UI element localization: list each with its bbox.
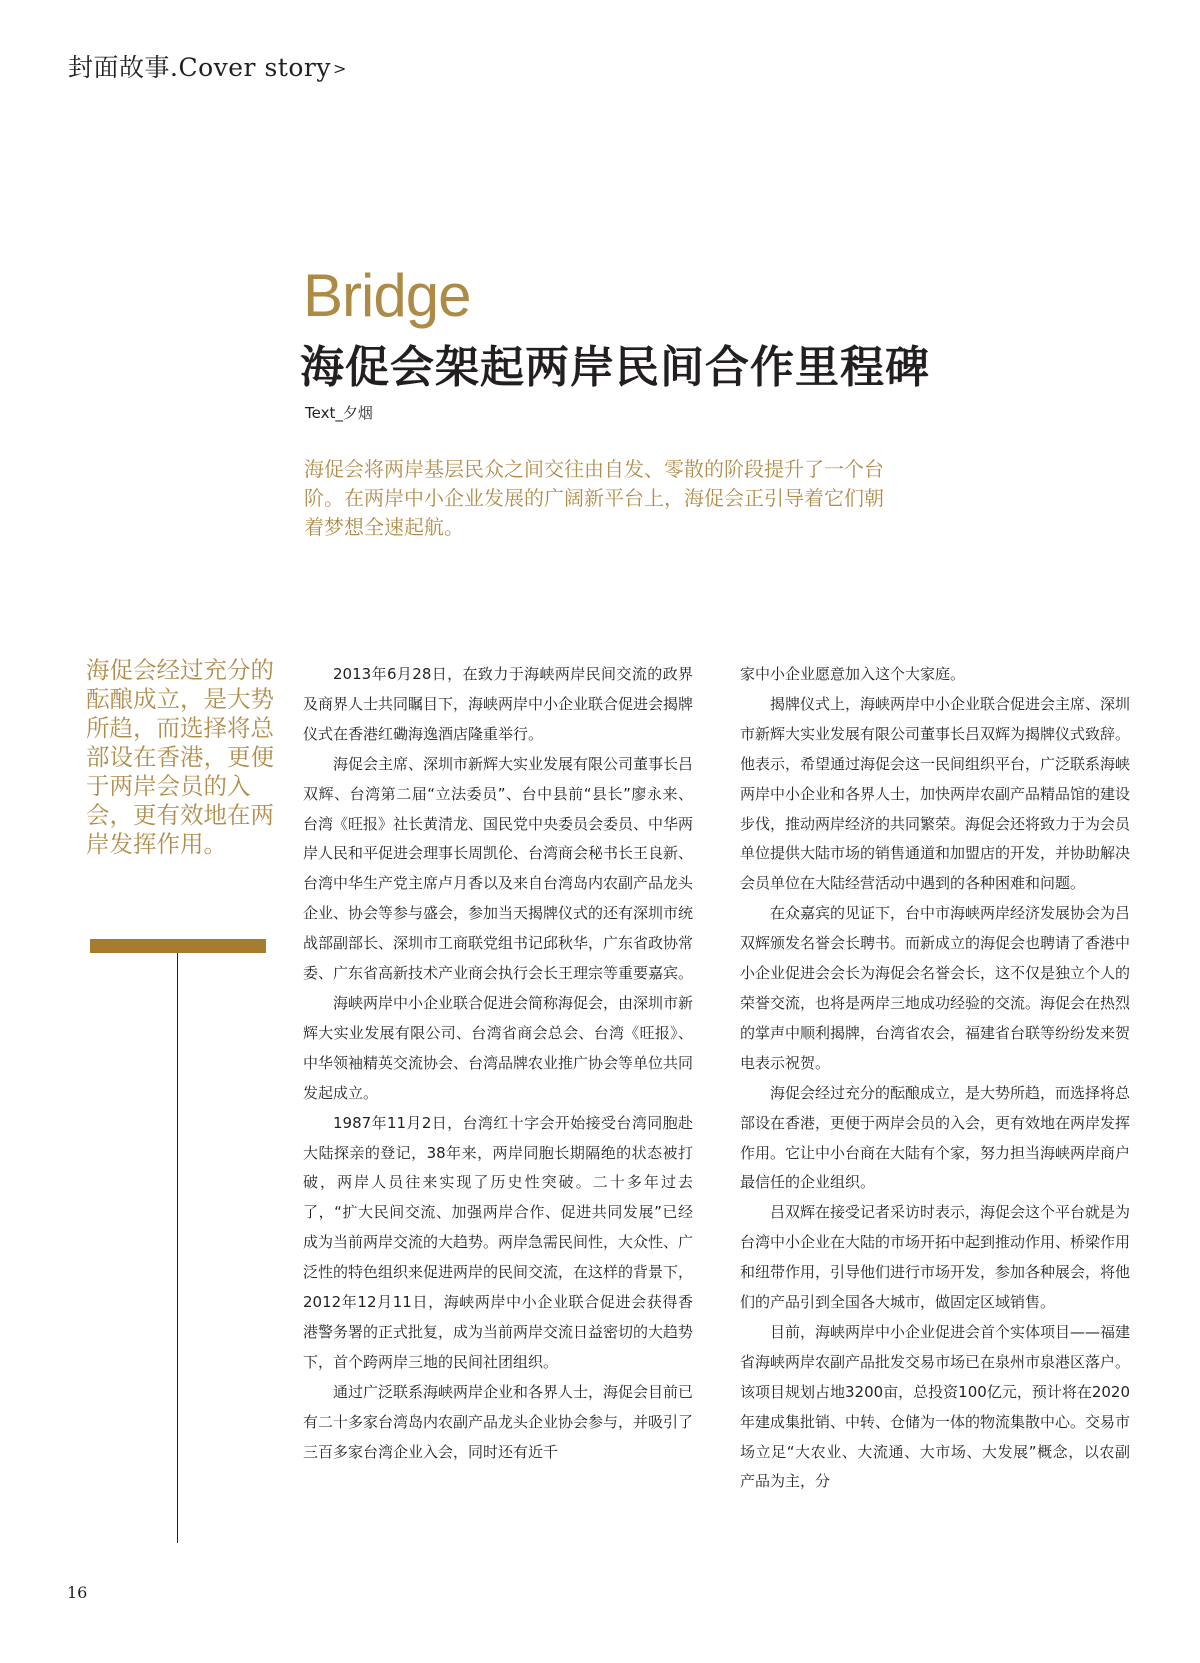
paragraph: 海促会经过充分的酝酿成立，是大势所趋，而选择将总部设在香港，更便于两岸会员的入会，更有效地在两岸发挥作用。它让中小台商在大陆有个家，努力担当海峡两岸商户最信任的企业组织。 [740, 1083, 1131, 1192]
vertical-rule [177, 953, 178, 1543]
page-number: 16 [67, 1583, 88, 1602]
paragraph: 吕双辉在接受记者采访时表示，海促会这个平台就是为台湾中小企业在大陆的市场开拓中起到推动作用、桥梁作用和纽带作用，引导他们进行市场开发，参加各种展会，将他们的产品引到全国各大城市，做固定区域销售。 [740, 1203, 1131, 1312]
paragraph: 目前，海峡两岸中小企业促进会首个实体项目——福建省海峡两岸农副产品批发交易市场已在泉州市泉港区落户。该项目规划占地3200亩，总投资100亿元，预计将在2020年建成集批销、中转、仓储为一体的物流集散中心。交易市场立足“大农业、大流通、大市场、大发展”概念，以农副产品为主，分 [740, 1322, 1131, 1491]
paragraph: 在众嘉宾的见证下，台中市海峡两岸经济发展协会为吕双辉颁发名誉会长聘书。而新成立的海促会也聘请了香港中小企业促进会会长为海促会名誉会长，这不仅是独立个人的荣誉交流，也将是两岸三地成功经验的交流。海促会在热烈的掌声中顺利揭牌，台湾省农会，福建省台联等纷纷发来贺电表示祝贺。 [740, 904, 1131, 1072]
section-arrow-icon: > [332, 59, 347, 78]
section-header [68, 48, 347, 84]
paragraph: 揭牌仪式上，海峡两岸中小企业联合促进会主席、深圳市新辉大实业发展有限公司董事长吕双辉为揭牌仪式致辞。他表示，希望通过海促会这一民间组织平台，广泛联系海峡两岸中小企业和各界人士，加快两岸农副产品精品馆的建设步伐，推动两岸经济的共同繁荣。海促会还将致力于为会员单位提供大陆市场的销售通道和加盟店的开发，并协助解决会员单位在大陆经营活动中遇到的各种困难和问题。 [740, 694, 1131, 893]
pull-quote: 海促会经过充分的酝酿成立，是大势所趋，而选择将总部设在香港，更便于两岸会员的入会，更有效地在两岸发挥作用。 [86, 656, 274, 858]
dek-intro: 海促会将两岸基层民众之间交往由自发、零散的阶段提升了一个台阶。在两岸中小企业发展的广阔新平台上，海促会正引导着它们朝着梦想全速起航。 [304, 457, 884, 539]
pull-quote-divider-bar [90, 939, 266, 953]
body-column-right [740, 660, 1130, 1497]
headline-chinese: 海促会架起两岸民间合作里程碑 [300, 342, 930, 393]
paragraph: 海促会主席、深圳市新辉大实业发展有限公司董事长吕双辉、台湾第二届“立法委员”、台中县前“县长”廖永来、台湾《旺报》社长黄清龙、国民党中央委员会委员、中华两岸人民和平促进会理事长周凯伦、台湾商会秘书长王良新、台湾中华生产党主席卢月香以及来自台湾岛内农副产品龙头企业、协会等参与盛会，参加当天揭牌仪式的还有深圳市统战部副部长、深圳市工商联党组书记邱秋华，广东省政协常委、广东省高新技术产业商会执行会长王理宗等重要嘉宾。 [303, 754, 694, 983]
paragraph: 通过广泛联系海峡两岸企业和各界人士，海促会目前已有二十多家台湾岛内农副产品龙头企业协会参与，并吸引了三百多家台湾企业入会，同时还有近千 [303, 1382, 694, 1461]
body-column-left [303, 660, 693, 1467]
paragraph: 海峡两岸中小企业联合促进会简称海促会，由深圳市新辉大实业发展有限公司、台湾省商会总会、台湾《旺报》、中华领袖精英交流协会、台湾品牌农业推广协会等单位共同发起成立。 [303, 993, 694, 1102]
section-label: 封面故事.Cover story [68, 53, 331, 82]
paragraph: 1987年11月2日，台湾红十字会开始接受台湾同胞赴大陆探亲的登记，38年来，两岸同胞长期隔绝的状态被打破，两岸人员往来实现了历史性突破。二十多年过去了，“扩大民间交流、加强两岸合作、促进共同发展”已经成为当前两岸交流的大趋势。两岸急需民间性，大众性、广泛性的特色组织来促进两岸的民间交流，在这样的背景下，2012年12月11日，海峡两岸中小企业联合促进会获得香港警务署的正式批复，成为当前两岸交流日益密切的大趋势下，首个跨两岸三地的民间社团组织。 [303, 1113, 694, 1371]
byline: Text_夕烟 [305, 404, 373, 422]
paragraph: 2013年6月28日，在致力于海峡两岸民间交流的政界及商界人士共同瞩目下，海峡两岸中小企业联合促进会揭牌仪式在香港红磡海逸酒店隆重举行。 [303, 665, 694, 743]
headline-english: Bridge [303, 262, 471, 329]
paragraph-continuation: 家中小企业愿意加入这个大家庭。 [740, 665, 966, 683]
